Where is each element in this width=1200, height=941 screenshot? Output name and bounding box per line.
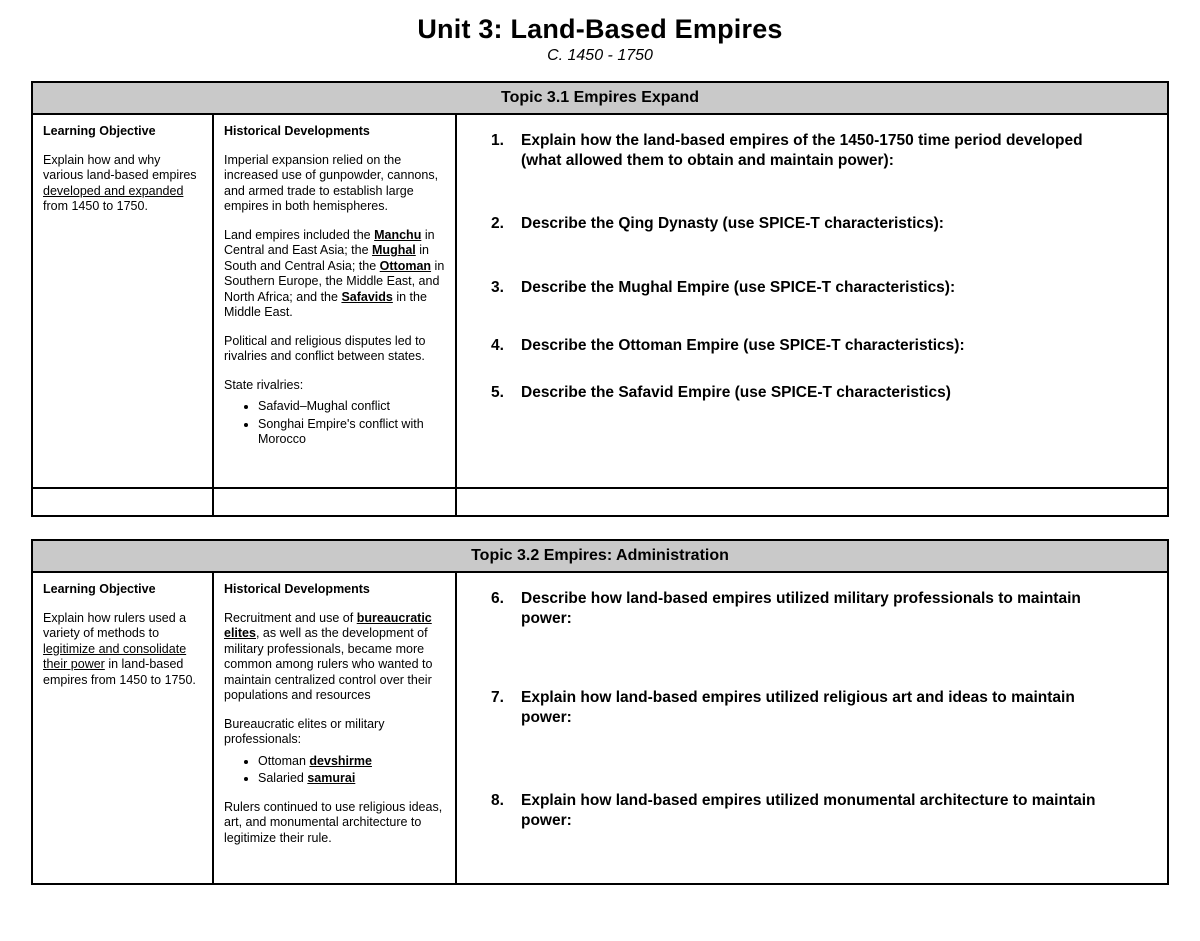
page-title: Unit 3: Land-Based Empires <box>417 14 783 44</box>
question-item <box>491 278 1097 298</box>
bullet-item <box>258 417 445 448</box>
question-item <box>491 383 1097 403</box>
text-segment: Mughal <box>372 243 416 257</box>
topic-3-2-header: Topic 3.2 Empires: Administration <box>33 541 1167 573</box>
learning-objective-heading: Learning Objective <box>43 582 156 596</box>
question-number: 5. <box>491 384 504 402</box>
question-number: 7. <box>491 688 504 706</box>
question-list <box>491 589 1097 832</box>
bullet-item <box>258 399 445 415</box>
text-segment: devshirme <box>309 753 372 768</box>
historical-developments-content <box>224 153 445 448</box>
text-segment: bureaucratic elites <box>224 610 432 640</box>
question-text: Explain how land-based empires utilized monumental architecture to maintain power: <box>521 791 1096 830</box>
worksheet-page <box>0 14 1200 885</box>
bullet-item <box>258 754 445 770</box>
paragraph <box>43 611 202 689</box>
question-text: Describe the Mughal Empire (use SPICE-T characteristics): <box>521 279 956 297</box>
question-item <box>491 791 1097 832</box>
learning-objective-cell <box>33 115 214 487</box>
text-segment: State rivalries: <box>224 377 304 392</box>
text-segment: Safavids <box>341 289 393 304</box>
text-segment: Ottoman <box>379 258 432 273</box>
bullet-list <box>224 754 445 787</box>
learning-objective-heading: Learning Objective <box>43 124 156 138</box>
paragraph <box>224 228 445 321</box>
topic-3-1-header: Topic 3.1 Empires Expand <box>33 83 1167 115</box>
empty-cell <box>214 489 457 515</box>
empty-answer-row <box>33 487 1167 515</box>
question-number: 6. <box>491 590 504 607</box>
text-segment: from 1450 to 1750. <box>43 199 148 213</box>
historical-developments-cell <box>214 573 457 883</box>
question-item <box>491 589 1097 630</box>
text-segment: Ottoman <box>258 753 310 768</box>
text-segment: in South and Central Asia; the <box>224 243 429 273</box>
topic-3-2-table <box>31 539 1169 885</box>
historical-developments-heading: Historical Developments <box>224 124 370 138</box>
question-text: Explain how land-based empires utilized religious art and ideas to maintain power: <box>521 688 1075 727</box>
text-segment: legitimize and consolidate their power <box>43 641 187 671</box>
question-text: Explain how the land-based empires of the 1450-1750 time period developed (what allowed them to obtain and maintain power): <box>521 132 1083 170</box>
text-segment: developed and expanded <box>43 183 184 198</box>
text-segment: Songhai Empire's conflict with Morocco <box>258 416 424 446</box>
questions-cell <box>457 115 1167 487</box>
text-segment: Safavid–Mughal conflict <box>258 399 391 413</box>
question-number: 3. <box>491 279 504 297</box>
text-segment: in Southern Europe, the Middle East, and North Africa; and the <box>224 258 445 304</box>
question-item <box>491 214 1097 234</box>
question-text: Describe the Safavid Empire (use SPICE-T characteristics) <box>521 384 951 402</box>
text-segment: Bureaucratic elites or military professionals: <box>224 716 385 746</box>
historical-developments-content <box>224 611 445 847</box>
text-segment: Rulers continued to use religious ideas, art, and monumental architecture to legitimize their rule. <box>224 799 443 845</box>
paragraph <box>224 611 445 704</box>
question-number: 2. <box>491 214 504 232</box>
text-segment: in land-based empires from 1450 to 1750. <box>43 657 196 687</box>
question-number: 4. <box>491 336 504 354</box>
paragraph <box>224 800 445 847</box>
topic-3-2-body-row <box>33 573 1167 883</box>
paragraph <box>224 334 445 365</box>
text-segment: , as well as the development of military professionals, became more common among rulers who wanted to maintain centralized control over their populations and resources <box>224 626 433 702</box>
text-segment: Explain how and why various land-based empires <box>43 152 197 182</box>
question-list <box>491 131 1097 404</box>
topic-3-1-table <box>31 81 1169 517</box>
question-text: Describe how land-based empires utilized military professionals to maintain power: <box>521 590 1081 628</box>
questions-cell <box>457 573 1167 883</box>
empty-cell <box>33 489 214 515</box>
bullet-list <box>224 399 445 448</box>
text-segment: samurai <box>307 771 356 785</box>
question-text: Describe the Ottoman Empire (use SPICE-T characteristics): <box>521 336 965 354</box>
text-segment: Explain how rulers used a variety of methods to <box>43 610 187 640</box>
page-subtitle: C. 1450 - 1750 <box>547 47 653 64</box>
text-segment: Salaried <box>258 771 308 785</box>
text-segment: Political and religious disputes led to rivalries and conflict between states. <box>224 333 426 363</box>
bullet-item <box>258 771 445 787</box>
text-segment: Recruitment and use of <box>224 610 357 625</box>
question-text: Describe the Qing Dynasty (use SPICE-T characteristics): <box>521 214 944 232</box>
learning-objective-content <box>43 153 202 215</box>
paragraph <box>43 153 202 215</box>
text-segment: in the Middle East. <box>224 289 427 319</box>
paragraph <box>224 717 445 748</box>
text-segment: Imperial expansion relied on the increased use of gunpowder, cannons, and armed trade to establish large empires in both hemispheres. <box>224 152 439 213</box>
text-segment: Land empires included the <box>224 227 375 242</box>
text-segment: Manchu <box>374 227 422 242</box>
empty-cell <box>457 489 1167 515</box>
topic-3-1-body-row <box>33 115 1167 487</box>
question-number: 8. <box>491 791 504 809</box>
question-number: 1. <box>491 132 504 149</box>
historical-developments-cell <box>214 115 457 487</box>
question-item <box>491 131 1097 172</box>
learning-objective-cell <box>33 573 214 883</box>
paragraph <box>224 153 445 215</box>
question-item <box>491 688 1097 729</box>
question-item <box>491 336 1097 356</box>
historical-developments-heading: Historical Developments <box>224 582 370 596</box>
paragraph <box>224 378 445 394</box>
text-segment: in Central and East Asia; the <box>224 227 435 257</box>
learning-objective-content <box>43 611 202 689</box>
